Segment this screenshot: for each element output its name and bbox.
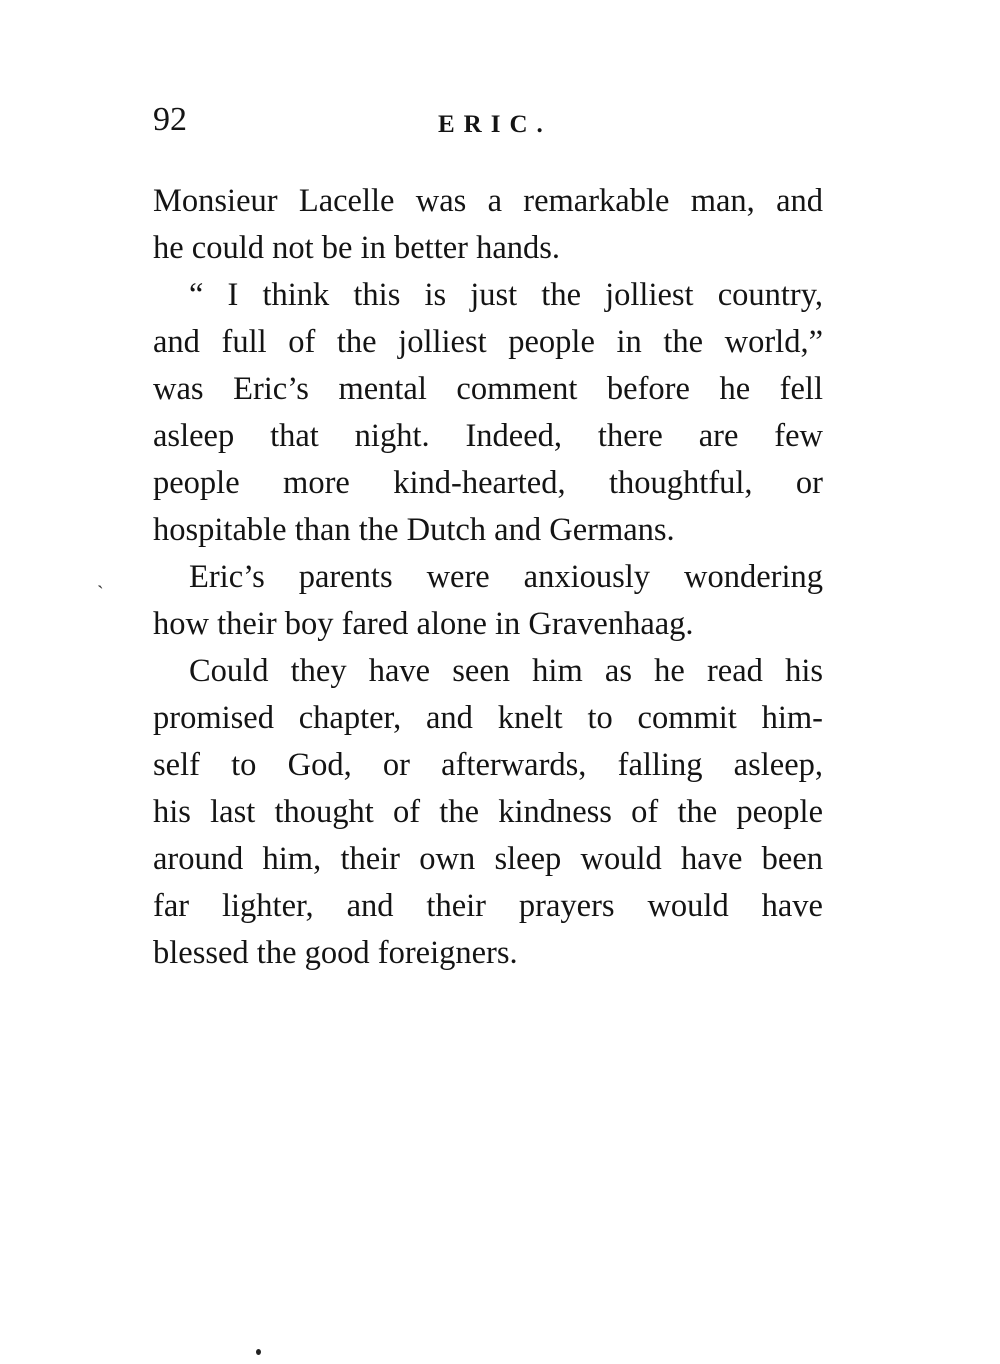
text-line: promised chapter, and knelt to commit him- bbox=[153, 700, 823, 736]
text-line: was Eric’s mental comment before he fell bbox=[153, 371, 823, 407]
text-line: how their boy fared alone in Gravenhaag. bbox=[153, 606, 694, 642]
text-line: far lighter, and their prayers would have bbox=[153, 888, 823, 924]
ink-speck bbox=[256, 1349, 261, 1355]
text-line: hospitable than the Dutch and Germans. bbox=[153, 512, 675, 548]
text-line: asleep that night. Indeed, there are few bbox=[153, 418, 823, 454]
text-line: people more kind-hearted, thoughtful, or bbox=[153, 465, 823, 501]
text-line: Could they have seen him as he read his bbox=[189, 653, 823, 689]
text-line: Eric’s parents were anxiously wondering bbox=[189, 559, 823, 595]
text-line: his last thought of the kindness of the people bbox=[153, 794, 823, 830]
text-line: and full of the jolliest people in the world,” bbox=[153, 324, 823, 360]
text-line: around him, their own sleep would have been bbox=[153, 841, 823, 877]
text-line: he could not be in better hands. bbox=[153, 230, 561, 266]
body-text bbox=[153, 178, 823, 977]
text-line: Monsieur Lacelle was a remarkable man, and bbox=[153, 183, 823, 219]
text-line: “ I think this is just the jolliest country, bbox=[189, 277, 823, 313]
text-line: self to God, or afterwards, falling asleep, bbox=[153, 747, 823, 783]
running-head: ERIC. bbox=[438, 111, 552, 138]
margin-mark: ˎ bbox=[97, 567, 104, 589]
page-number: 92 bbox=[153, 101, 187, 138]
text-line: blessed the good foreigners. bbox=[153, 935, 518, 971]
